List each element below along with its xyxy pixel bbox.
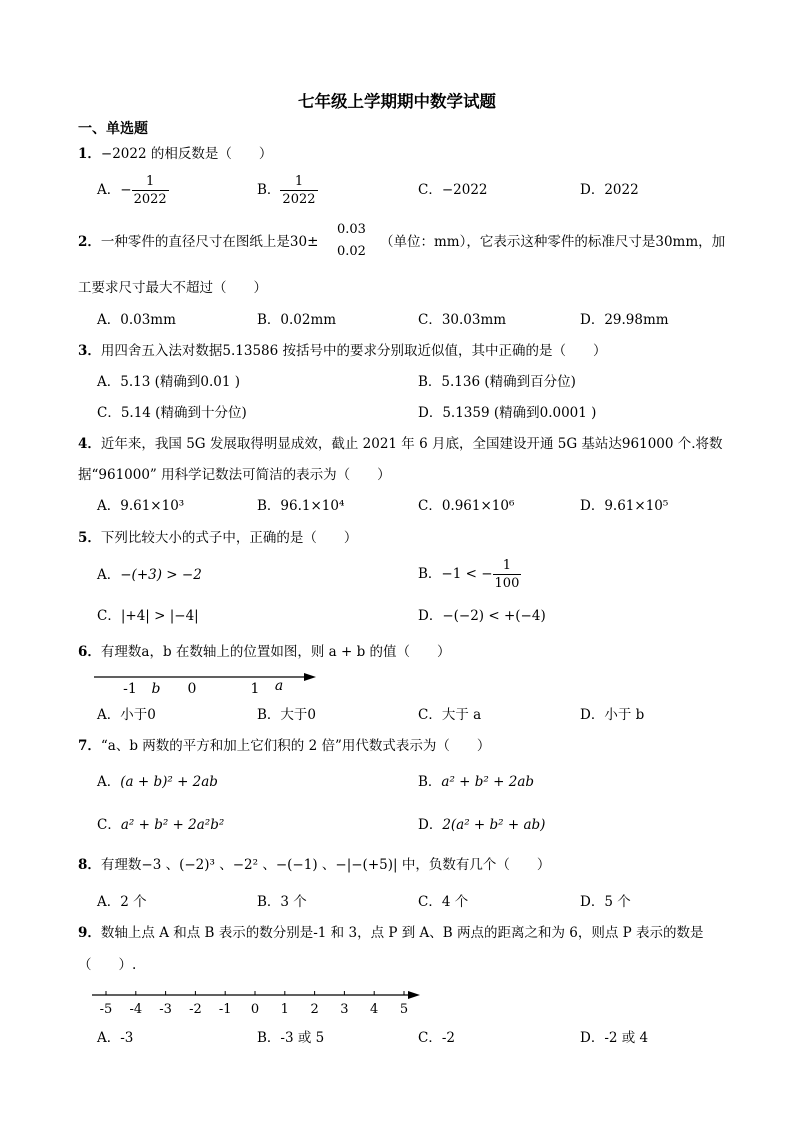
q4-option-c[interactable]: C．0.961×10⁶ xyxy=(418,498,515,514)
q5-option-a[interactable]: A．−(+3) > −2 xyxy=(97,567,202,583)
q9-option-d[interactable]: D．-2 或 4 xyxy=(580,1030,649,1046)
q9-option-a[interactable]: A．-3 xyxy=(97,1030,134,1046)
question-9: 9．数轴上点 A 和点 B 表示的数分别是-1 和 3，点 P 到 A、B 两点的距离之和为 6，则点 P 表示的数是 xyxy=(78,925,704,941)
q6-axis-arrow xyxy=(304,673,316,681)
q3-option-d[interactable]: D．5.1359 (精确到0.0001 ) xyxy=(418,405,597,421)
q6-label-one: 1 xyxy=(250,681,260,697)
q6-option-a[interactable]: A．小于0 xyxy=(97,707,156,723)
q6-option-d[interactable]: D．小于 b xyxy=(580,707,645,723)
q9-option-b[interactable]: B．-3 或 5 xyxy=(257,1030,325,1046)
q2-upper-tolerance: 0.03 xyxy=(337,222,366,237)
section-heading: 一、单选题 xyxy=(78,121,148,137)
q9-tick-label: 1 xyxy=(280,1002,289,1017)
q9-tick-label: 0 xyxy=(250,1002,260,1017)
q7-option-a[interactable]: A．(a + b)² + 2ab xyxy=(97,774,218,790)
page-title: 七年级上学期期中数学试题 xyxy=(298,92,496,111)
q6-label-zero: 0 xyxy=(187,681,197,697)
q6-label-b: b xyxy=(151,681,161,697)
question-4: 4．近年来，我国 5G 发展取得明显成效，截止 2021 年 6 月底，全国建设开通 5G 基站达961000 个.将数 xyxy=(78,436,723,452)
question-2-stem-line2: 工要求尺寸最大不超过（ ） xyxy=(78,280,267,296)
question-7: 7．“a、b 两数的平方和加上它们积的 2 倍”用代数式表示为（ ） xyxy=(78,738,491,754)
question-5: 5．下列比较大小的式子中，正确的是（ ） xyxy=(78,530,358,546)
question-4-stem-line2: 据“961000” 用科学记数法可简洁的表示为（ ） xyxy=(78,467,391,483)
q4-option-b[interactable]: B．96.1×10⁴ xyxy=(257,498,345,514)
q9-tick-label: 5 xyxy=(399,1002,409,1017)
question-3: 3．用四舍五入法对数据5.13586 按括号中的要求分别取近似值，其中正确的是（ ） xyxy=(78,343,607,359)
question-2-stem-continued: （单位：mm），它表示这种零件的标准尺寸是30mm，加 xyxy=(380,234,726,250)
q3-option-c[interactable]: C．5.14 (精确到十分位) xyxy=(97,405,247,421)
q5-option-d[interactable]: D．−(−2) < +(−4) xyxy=(418,608,546,624)
q1-option-d[interactable]: D．2022 xyxy=(580,182,639,198)
question-8: 8．有理数−3 、(−2)³ 、−2² 、−(−1) 、−|−(+5)| 中，负数有几个（ ） xyxy=(78,857,551,873)
q9-tick-label: -5 xyxy=(99,1002,113,1017)
q9-tick-label: -4 xyxy=(129,1002,143,1017)
q2-option-b[interactable]: B．0.02mm xyxy=(257,312,337,328)
q6-label-a: a xyxy=(274,678,284,694)
q9-tick-label: -2 xyxy=(189,1002,202,1017)
q7-option-c[interactable]: C．a² + b² + 2a²b² xyxy=(97,817,225,833)
q9-tick-label: 4 xyxy=(370,1002,379,1017)
question-1-stem: −2022 的相反数是（ ） xyxy=(100,146,273,162)
q2-lower-tolerance: 0.02 xyxy=(337,244,366,259)
q7-option-b[interactable]: B．a² + b² + 2ab xyxy=(418,774,535,790)
q6-option-c[interactable]: C．大于 a xyxy=(418,707,482,723)
q1-option-c[interactable]: C．−2022 xyxy=(418,182,488,198)
q6-option-b[interactable]: B．大于0 xyxy=(257,707,317,723)
q9-tick-label: 2 xyxy=(310,1002,319,1017)
question-9-stem-line2: （ ）. xyxy=(78,957,137,973)
q1-a-fraction: $\frac{1}{2022}$ xyxy=(133,174,167,207)
q5-option-c[interactable]: C．|+4| > |−4| xyxy=(97,608,199,624)
q1-b-fraction: $\frac{1}{2022}$ xyxy=(282,174,316,207)
q9-tick-label: 3 xyxy=(340,1002,349,1017)
q2-option-c[interactable]: C．30.03mm xyxy=(418,312,507,328)
q3-option-b[interactable]: B．5.136 (精确到百分位) xyxy=(418,374,576,390)
q2-option-a[interactable]: A．0.03mm xyxy=(97,312,176,328)
q7-option-d[interactable]: D．2(a² + b² + ab) xyxy=(418,817,546,833)
q8-option-c[interactable]: C．4 个 xyxy=(418,894,469,910)
q9-tick-label: -3 xyxy=(159,1002,172,1017)
q2-option-d[interactable]: D．29.98mm xyxy=(580,312,669,328)
q9-tick-label: -1 xyxy=(218,1002,232,1017)
q3-option-a[interactable]: A．5.13 (精确到0.01 ) xyxy=(97,374,240,390)
q6-number-line xyxy=(90,668,330,700)
q5-option-b[interactable]: B．−1 < − $\frac{1}{100}$ xyxy=(418,558,520,591)
q9-axis-arrow xyxy=(408,991,420,999)
q1-option-a[interactable]: A．− $\frac{1}{2022}$ xyxy=(97,174,167,207)
q9-option-c[interactable]: C．-2 xyxy=(418,1030,455,1046)
q9-number-line xyxy=(88,985,428,1019)
q4-option-a[interactable]: A．9.61×10³ xyxy=(97,498,185,514)
question-1: 1．−2022 的相反数是（ ） xyxy=(78,146,273,162)
q4-option-d[interactable]: D．9.61×10⁵ xyxy=(580,498,669,514)
q1-option-b[interactable]: B． $\frac{1}{2022}$ xyxy=(257,174,316,207)
q8-option-b[interactable]: B．3 个 xyxy=(257,894,307,910)
q6-label-minus1: -1 xyxy=(123,681,137,697)
question-6: 6．有理数a，b 在数轴上的位置如图，则 a + b 的值（ ） xyxy=(78,644,451,660)
question-2: 2．一种零件的直径尺寸在图纸上是30± xyxy=(78,234,319,250)
q5-b-fraction: $\frac{1}{100}$ xyxy=(494,558,520,591)
q8-option-d[interactable]: D．5 个 xyxy=(580,894,631,910)
q8-option-a[interactable]: A．2 个 xyxy=(97,894,147,910)
